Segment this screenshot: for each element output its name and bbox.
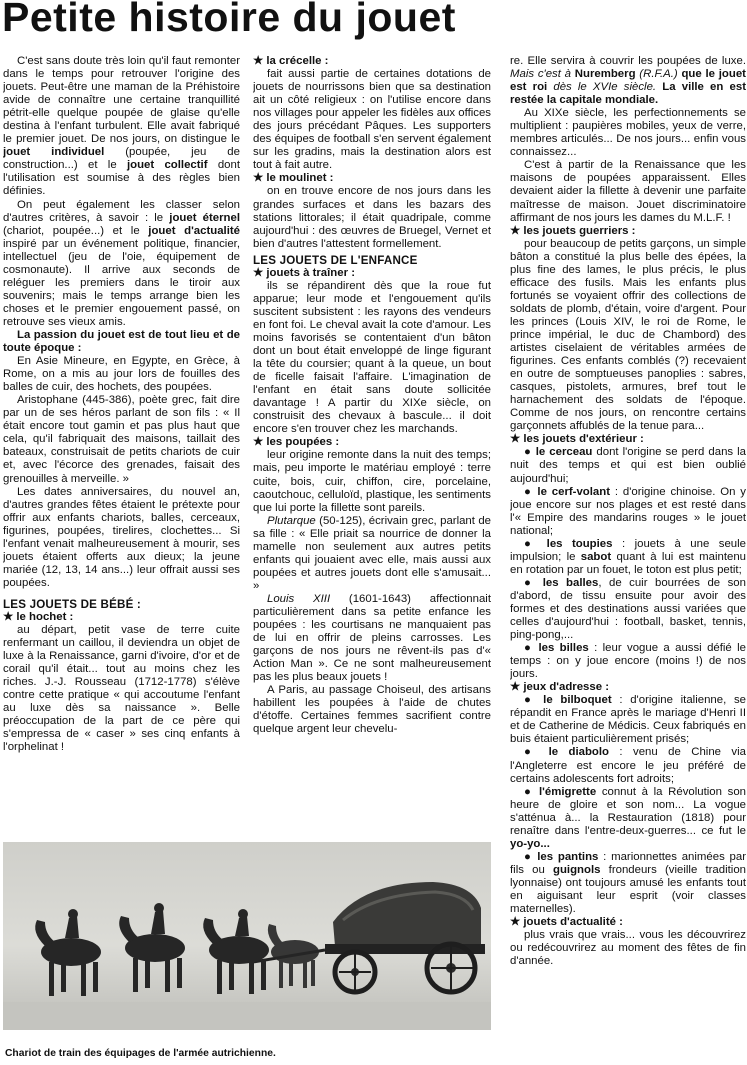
section-heading-enfance: LES JOUETS DE L'ENFANCE [253,253,418,267]
text-run: Mais c'est à [510,68,575,81]
text-run: connut à la Révolution son heure de gloire et son nom... La vogue s'atténua à... la Restauration (1818) pour renaître dans l'entre-deux-guerres... ce fut le [510,785,746,837]
wagon-train-illustration [3,842,491,1030]
paragraph-jouets-guerriers: pour beaucoup de petits garçons, un simple bâton a constitué la plus belle des épées, la plus fine des lames, le plus précis, le plus efficace des fusils. Mais les enfants plus fortunés se voyaient offrir des collections de soldats de plomb, d'étain, voire d'argent. Pour les princes (Louis XIV, le roi de Rome, le prince impérial, le duc de Chambord) des artistes ciselaient de véritables armées de figurines. Ces enfants comblés (?) recevaient en outre de somptueuses panoplies : sabres, casques, pistolets, armures, bref tout le harnachement des soldats de l'époque. Comme de nos jours, on rencontre certains garçonnets affublés de la tenue para... [510,237,746,433]
text-run: dès le XVIe siècle. [553,81,663,94]
paragraph-louis-xiii [253,593,491,684]
paragraph-renaissance: C'est à partir de la Renaissance que les maisons de poupées apparaissent. Elles devaient aider la fillette à devenir une parfaite maîtresse de maison. Jouet discriminatoire affirmant de nos jours les dames du M.L.F. ! [510,159,746,224]
text-run: re. Elle servira à couvrir les poupées de luxe. [510,55,746,67]
text-run: dont l'utilisation est soumise à des règles bien définies. [3,159,240,198]
paragraph-lead-passion: La passion du jouet est de tout lieu et de toute époque : [3,328,240,355]
subheading-jouets-a-trainer: ★ jouets à traîner : [253,266,355,279]
paragraph-bilboquet [510,694,746,746]
paragraph-plutarque [253,515,491,593]
paragraph-emigrette [510,786,746,851]
text-run: : jouets à une seule impulsion; le [510,537,746,563]
text-run: : leur vogue a aussi défié le temps : on y joue encore (moins !) de nos jours. [510,642,746,681]
author-name: Louis XIII [267,592,331,605]
term-toupies: ● les toupies [524,537,613,550]
text-run: que le jouet est roi [510,68,746,94]
photo-caption: Chariot de train des équipages de l'armée autrichienne. [5,1048,276,1059]
text-run: frondeurs (vieille tradition lyonnaise) ont toujours amusé les enfants tout en aiguisant leur esprit (voir classes maternelles). [510,863,746,916]
paragraph-intro [3,55,240,199]
text-run: quant à lui est maintenu en rotation par un fouet, le toton est plus petit; [510,550,746,576]
paragraph-antiquity: En Asie Mineure, en Egypte, en Grèce, à Rome, on a mis au jour lors de fouilles des balles de cuir, des hochets, des poupées. [3,355,240,394]
paragraph-xixe: Au XIXe siècle, les perfectionnements se multiplient : paupières mobiles, yeux de verre, membres articulés... De nos jours... enfin vous connaissez... [510,107,746,159]
term-yo-yo: yo-yo... [510,837,550,850]
paragraph-jouets-actualite: plus vrais que vrais... vous les découvrirez ou redécouvrirez au moment des fêtes de fin d'année. [510,929,746,968]
term-jouet-collectif: jouet collectif [126,159,208,172]
paragraph-billes [510,642,746,681]
paragraph-moulinet: on en trouve encore de nos jours dans les grandes surfaces et dans les bazars des stations littorales; il était quadripale, comme aujourd'hui : des œuvres de Bruegel, Vernet et bien d'autres l'attestent formellement. [253,185,491,250]
term-cerceau: ● le cerceau [524,446,593,459]
subheading-poupees: ★ les poupées : [253,436,340,449]
term-cerf-volant: ● le cerf-volant [524,485,611,498]
term-emigrette: ● l'émigrette [524,785,597,798]
paragraph-cerceau [510,446,746,485]
text-run: On peut également les classer selon d'autres critères, à savoir : le [3,198,240,224]
subheading-jouets-exterieur: ★ les jouets d'extérieur : [510,433,644,446]
text-run: La ville en est restée la capitale mondiale. [510,81,746,107]
paragraph-anniversaries: Les dates anniversaires, du nouvel an, d'autres grandes fêtes étaient le prétexte pour offrir aux enfants chariots, balles, cerceaux, figurines, poupées, tirelires, clochettes... Si l'enfant venait malheureusement à mourir, ses jouets étaient offerts aux dieux; la jeune mariée (12, 13, 14 ans...) leur offrait aussi ses poupées. [3,485,240,589]
paragraph-paris: A Paris, au passage Choiseul, des artisans habillent les poupées à l'aide de chutes d'étoffe. Certaines femmes sacrifient contre quelque argent leur chevelu- [253,684,491,736]
text-run: : d'origine chinoise. On y joue encore sur nos plages et est resté dans l'« Empire des mandarins rouges » le jouet national; [510,485,746,537]
article-column-2 [253,55,491,825]
subheading-jeux-adresse: ★ jeux d'adresse : [510,681,610,694]
paragraph-classification [3,199,240,329]
text-run: dont l'origine se perd dans la nuit des temps et qui est bien oublié aujourd'hui; [510,446,746,485]
author-name: Plutarque [267,514,316,527]
paragraph-toupies [510,538,746,577]
paragraph-diabolo [510,746,746,785]
text-run: (R.F.A.) [635,68,682,81]
term-jouet-individuel: jouet individuel [3,146,105,159]
term-jouet-eternel: jouet éternel [169,211,240,224]
subheading-jouets-actualite: ★ jouets d'actualité : [510,916,623,929]
article-column-1 [3,55,240,825]
paragraph-cerf-volant [510,486,746,538]
text-run: C'est sans doute très loin qu'il faut remonter dans le temps pour retrouver l'origine des jouets. Peut-être une maman de la Préhistoire avide de connaître une certaine tranquillité pétrit-elle quelque poupée de glaise qu'elle destina à l'enfant turbulent. Elle avait fabriqué le premier jouet. De nos jours, on distingue le [3,55,240,146]
text-run: : venu de Chine via l'Angleterre est encore le jeu préféré de certains adolescents fort adroits; [510,746,746,785]
paragraph-pantins [510,851,746,916]
text-run: : d'origine italienne, se répandit en France après le mariage d'Henri II et de Catherine de Médicis. Ceux fabriqués en buis étaient particulièrement prisés; [510,694,746,746]
paragraph-poupees: leur origine remonte dans la nuit des temps; mais, peu importe le matériau employé : terre cuite, bois, cuir, chiffon, cire, porcelaine, caoutchouc, celluloïd, plastique, les sentiments que lui porte la fillette sont pareils. [253,449,491,514]
text-run: : marionnettes animées par fils ou [510,850,746,876]
text-run: (50-125), écrivain grec, parlant de sa fille : « Elle priait sa nourrice de donner la mamelle non seulement aux autres petits enfants qui jouaient avec elle, mais aussi aux poupées et autres jouets dont elle s'amusait... » [253,514,491,592]
text-run: (poupée, jeu de construction...) et le [3,146,240,172]
term-bilboquet: ● le bilboquet [524,694,612,707]
subheading-crecelle: ★ la crécelle : [253,55,329,67]
text-run: inspiré par un événement politique, financier, intellectuel (jeu de l'oie, équipement de cosmonaute). Il arrive aux seconds de reléguer les premiers dans le tiroir aux souvenirs; mais le temps arrange bien les choses et le premier engouement passé, on retrouve ses vieux amis. [3,237,240,328]
paragraph-crecelle: fait aussi partie de certaines dotations de jouets de nourrissons bien que sa destination ait un côté religieux : on l'utilise encore dans nos villages pour appeler les fidèles aux offices des jours précédant Pâques. Les supporters des équipes de football s'en servent également sur les gradins, mais la destination alors est tout à fait autre. [253,68,491,172]
term-diabolo: ● le diabolo [524,746,609,759]
text-run: , de cuir bourrées de son d'abord, de tissu ensuite pour avoir des formes et des destinations aussi variées que celles d'aujourd'hui : football, basket, tennis, ping-pong,... [510,576,746,642]
paragraph-jouets-a-trainer: ils se répandirent dès que la roue fut apparue; leur mode et l'engouement qu'ils suscitent subsistent : les rayons des vendeurs en font foi. Le cheval avait la cote d'amour. Les moins favorisés se contentaient d'un bâton dont un bout était enveloppé de linge figurant la tête du coursier; quant à la queue, un bout de ficelle faisait l'affaire. L'imagination de l'enfant en était sans doute sollicitée davantage ! A partir du XIXe siècle, on construisit des chevaux à bascule... il doit encore s'en trouver chez les marchands. [253,279,491,436]
subheading-moulinet: ★ le moulinet : [253,172,334,185]
text-run: (chariot, poupée...) et le [3,224,149,237]
term-pantins: ● les pantins [524,850,599,863]
paragraph-aristophane: Aristophane (445-386), poète grec, fait dire par un de ses héros parlant de son fils : « Il était encore tout gamin et pas plus haut que cela, qu'il fabriquait des maisons, taillait des bateaux, construisait de petits chariots de cuir et, avec l'écorce des grenades, faisait des grenouilles à merveille. » [3,394,240,485]
paragraph-hochet: au départ, petit vase de terre cuite renfermant un caillou, il deviendra un objet de luxe à la Renaissance, garni d'ivoire, d'or et de corail qu'il était... tout au moins chez les riches. J.-J. Rousseau (1712-1778) s'élève contre cette pratique « qui accoutume l'enfant au luxe dès sa naissance ». Belle préoccupation de la part de ce père qui s'empressa de « caser » ses cinq enfants à l'orphelinat ! [3,624,240,754]
subheading-jouets-guerriers: ★ les jouets guerriers : [510,224,636,237]
paragraph-balles [510,577,746,642]
subheading-hochet: ★ le hochet : [3,610,74,623]
article-column-3 [510,55,746,1060]
term-billes: ● les billes [524,642,589,655]
term-balles: ● les balles [524,576,599,589]
paragraph-nuremberg [510,55,746,107]
term-nuremberg: Nuremberg [574,68,636,81]
term-jouet-actualite: jouet d'actualité [148,224,240,237]
term-sabot: sabot [580,550,612,563]
section-heading-bebe: LES JOUETS DE BÉBÉ : [3,597,141,611]
page-title: Petite histoire du jouet [2,0,456,40]
toy-wagon-photo [3,842,491,1030]
text-run: (1601-1643) affectionnait particulièrement dans sa petite enfance les poupées : les courtisans ne manquaient pas de lui en offrir de pleins carrosses. Les garçons de nos jours ne rêvent-ils pas d'« Action Man ». Ce ne sont malheureusement pas les plus beaux jouets ! [253,592,491,684]
term-guignols: guignols [553,863,601,876]
